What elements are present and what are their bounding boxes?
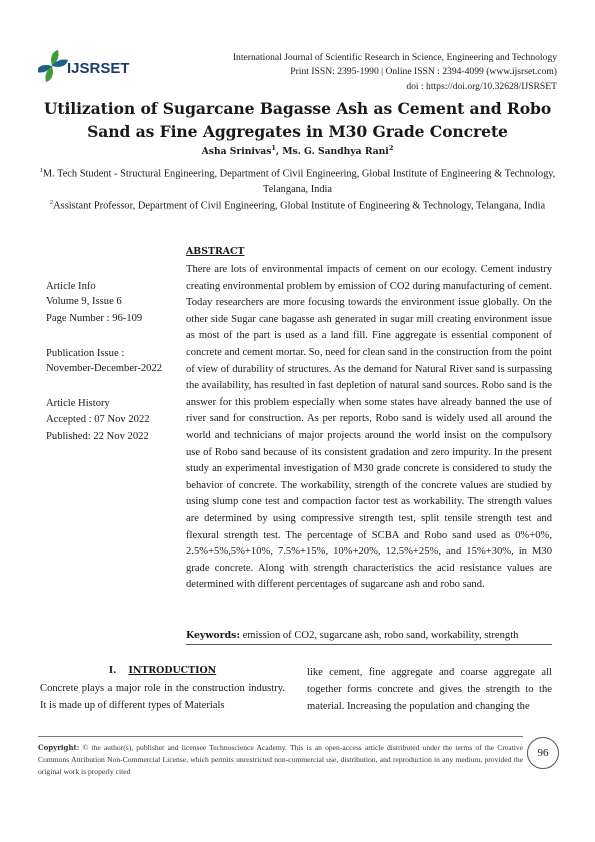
copyright-text: the author(s), publisher and licensee Technoscience Academy. This is an open-access article distributed under the terms of the Creative Commons Attribution Non-Commercial License, which permits unrestricted non-commercial use, distribution, and reproduction in any medium, provided the original work is properly cited xyxy=(38,743,524,776)
logo-text: IJSRSET xyxy=(67,60,130,77)
abstract-heading: ABSTRACT xyxy=(186,246,245,257)
affiliation-text: Assistant Professor, Department of Civil Engineering, Global Institute of Engineering & Technology, Telangana, India xyxy=(53,200,546,212)
author-sup: 1 xyxy=(271,144,276,152)
logo-mark-icon xyxy=(38,47,138,87)
section-heading xyxy=(40,665,285,676)
affiliation xyxy=(30,163,565,198)
author-separator: , xyxy=(275,146,283,158)
publication-issue: November-December-2022 xyxy=(46,363,163,374)
abstract-divider xyxy=(186,644,552,645)
affiliation-sup: 1 xyxy=(39,167,43,174)
section-title: INTRODUCTION xyxy=(128,665,217,676)
page-number: 96 xyxy=(527,737,559,769)
paper-title: Utilization of Sugarcane Bagasse Ash as Cement and Robo Sand as Fine Aggregates in M30 Grade Concrete xyxy=(43,99,552,141)
author-sup: 2 xyxy=(388,144,394,152)
journal-logo xyxy=(38,47,138,87)
author-name: Ms. G. Sandhya Rani xyxy=(282,146,389,158)
article-history-heading: Article History xyxy=(46,398,110,409)
journal-name: International Journal of Scientific Research in Science, Engineering and Technology xyxy=(232,52,557,63)
affiliation-text: M. Tech Student - Structural Engineering, Department of Civil Engineering, Global Institute of Engineering & Technology, Telangana, India xyxy=(42,168,556,196)
abstract-text: There are lots of environmental impacts of cement on our ecology. Cement industry creating environmental problem by emission of CO2 during manufacturing of cement. Today researchers are more focusing towards the environment issue globally. On the other side Sugar cane bagasse ash generated in sugar mill creating environment issue as most of the part is used as a land fill. Fine aggregate is essential component of concrete and cement mortar. So, need for clean sand in the construction from the point of view of durability of structures. As the demand for Natural River sand is surpassing the availability, has resulted in fast depletion of natural sand sources. Robo sand is the answer for this problem especially when some states have already banned the use of river sand for construction. As per reports, Robo sand is widely used all around the world and technicians of major projects around the world insist on the compulsory use of Robo sand because of its consistent gradation and zero impurity. In the present study an experimental investigation of M30 grade concrete is considered to study the behavior of concrete. The workability, strength of the concrete values are studied by using slump cone test and compaction factor test as workability. The strength values are determined by using compressive strength test, split tensile strength test and flexural strength test. The percentage of SCBA and Robo sand used as 0%+0%, 2.5%+5%,5%+10%, 7.5%+15%, 10%+20%, 12.5%+25%, and 15%+30%, in M30 grade concrete. Along with strength characteristics the acid resistance values are determined with different percentages of sugarcane ash and robo sand. xyxy=(186,264,552,591)
journal-header xyxy=(157,51,557,94)
affiliation-sup: 2 xyxy=(49,199,54,206)
intro-right-column: like cement, fine aggregate and coarse aggregate all together forms concrete and gives the strength to the material. Increasing the population and changing the xyxy=(307,667,552,712)
keywords-label: Keywords: xyxy=(186,630,240,641)
published-date: Published: 22 Nov 2022 xyxy=(46,431,149,442)
article-info-heading: Article Info xyxy=(46,281,96,292)
intro-left-column: Concrete plays a major role in the construction industry. It is made up of different types of Materials xyxy=(40,683,285,711)
article-pages: Page Number : 96-109 xyxy=(46,313,143,324)
section-number: I. xyxy=(108,665,117,676)
publication-issue-heading: Publication Issue : xyxy=(46,348,125,359)
accepted-date: Accepted : 07 Nov 2022 xyxy=(46,414,150,425)
author-name: Asha Srinivas xyxy=(201,146,272,158)
author-list xyxy=(30,144,565,157)
keywords-text: emission of CO2, sugarcane ash, robo sand, workability, strength xyxy=(239,630,519,641)
journal-issn: Print ISSN: 2395-1990 | Online ISSN : 2394-4099 (www.ijsrset.com) xyxy=(290,66,557,78)
article-volume: Volume 9, Issue 6 xyxy=(46,296,122,307)
affiliation xyxy=(30,195,565,214)
footer-divider xyxy=(38,736,523,737)
copyright-icon: © xyxy=(82,743,89,752)
copyright-notice xyxy=(38,742,523,777)
journal-doi: doi : https://doi.org/10.32628/IJSRSET xyxy=(406,80,557,92)
keywords xyxy=(186,628,552,644)
copyright-label: Copyright: xyxy=(38,743,80,752)
